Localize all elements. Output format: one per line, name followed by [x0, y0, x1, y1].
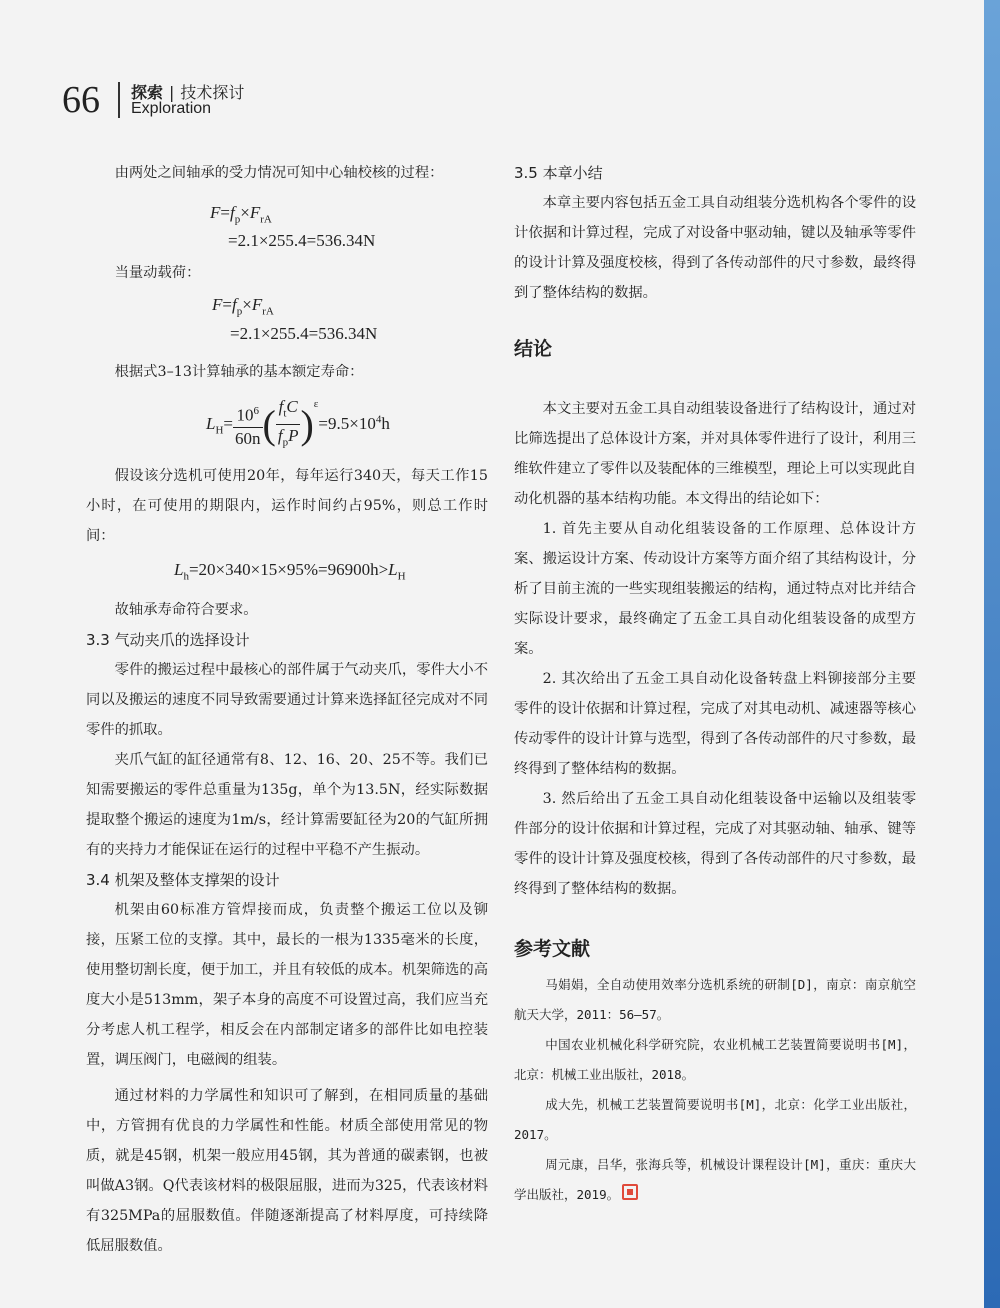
- paragraph: 机架由60标准方管焊接而成，负责整个搬运工位以及铆接，压紧工位的支撑。其中，最长的一根为1335毫米的长度，使用整切割长度，便于加工，并且有较低的成本。机架筛选的高度大小是513mm，架子本身的高度不可设置过高，我们应当充分考虑人机工程学，相反会在内部制定诸多的部件比如电控装置，调压阀门，电磁阀的组装。: [86, 902, 488, 1069]
- paragraph: 故轴承寿命符合要求。: [114, 602, 258, 619]
- formula-total-time: $L_h=20\times 340\times 15\times 95\%=96900h>L_H$: [174, 559, 406, 583]
- reference-item: 中国农业机械化科学研究院，农业机械工艺装置简要说明书[M]，北京：机械工业出版社，2018。: [514, 1037, 916, 1082]
- formula-body: =20×340×15×95%=96900h>: [188, 559, 389, 579]
- edge-color-bar: [984, 0, 1000, 1308]
- formula-line: =2.1×255.4=536.34N: [228, 231, 376, 251]
- paragraph: 由两处之间轴承的受力情况可知中心轴校核的过程：: [114, 165, 444, 181]
- paragraph: 假设该分选机可使用20年，每年运行340天，每天工作15小时，在可使用的期限内，运作时间约占95%，则总工作时间：: [86, 467, 488, 544]
- paragraph: 当量动载荷：: [114, 265, 201, 282]
- header-divider: [118, 82, 120, 118]
- paragraph: 本章主要内容包括五金工具自动组装分选机构各个零件的设计依据和计算过程，完成了对设备中驱动轴，键以及轴承等零件的设计计算及强度校核，得到了各传动部件的尺寸参数，最终得到了整体结构的数据。: [514, 195, 916, 301]
- paragraph: 本文主要对五金工具自动组装设备进行了结构设计，通过对比筛选提出了总体设计方案，并对具体零件进行了设计，利用三维软件建立了零件以及装配体的三维模型，理论上可以实现此自动化机器的基本结构功能。本文得出的结论如下：: [514, 401, 916, 507]
- formula-line: $F=f_p\times F_{rA}$: [212, 295, 274, 318]
- conclusion-heading: 结论: [514, 338, 553, 360]
- fraction: $\frac{f_tC}{f_pP}$: [277, 396, 299, 449]
- life-unit: h: [381, 413, 390, 433]
- reference-item: 成大先，机械工艺装置简要说明书[M]，北京：化学工业出版社，2017。: [514, 1097, 916, 1142]
- paragraph: 夹爪气缸的缸径通常有8、12、16、20、25不等。我们已知需要搬运的零件总重量为135g，单个为13.5N，经实际数据提取整个搬运的速度为1m/s，经计算需要缸径为20的气缸所拥有的夹持力才能保证在运行的过程中平稳不产生振动。: [86, 752, 488, 859]
- reference-item: 马娟娟，全自动使用效率分选机系统的研制[D]，南京：南京航空航天大学，2011：56–57。: [514, 977, 916, 1022]
- formula-line: $F=f_p\times F_{rA}$: [210, 203, 272, 226]
- paragraph: 通过材料的力学属性和知识可了解到，在相同质量的基础中，方管拥有优良的力学属性和性能。材质全部使用常见的物质，就是45钢，机架一般应用45钢，其为普通的碳素钢，也被叫做A3钢。Q代表该材料的极限屈服，进而为325，代表该材料有325MPa的屈服数值。伴随逐渐提高了材料厚度，可持续降低屈服数值。: [86, 1088, 488, 1255]
- formula-equivalent-load: [86, 294, 488, 344]
- header-english: Exploration: [131, 100, 212, 117]
- formula-line: =2.1×255.4=536.34N: [230, 323, 378, 343]
- paragraph: 3. 然后给出了五金工具自动化组装设备中运输以及组装零件部分的设计依据和计算过程，完成了对其驱动轴、轴承、键等零件的设计计算及强度校核，得到了各传动部件的尺寸参数，最终得到了整体结构的数据。: [514, 791, 916, 897]
- paragraph: 根据式3–13计算轴承的基本额定寿命：: [114, 363, 364, 380]
- paragraph: 1. 首先主要从自动化组装设备的工作原理、总体设计方案、搬运设计方案、传动设计方案等方面介绍了其结构设计，分析了目前主流的一些实现组装搬运的结构，通过特点对比并结合实际设计要求，最终确定了五金工具自动化组装设备的成型方案。: [514, 521, 916, 657]
- life-result: =9.5×10: [318, 413, 376, 433]
- paragraph: 2. 其次给出了五金工具自动化设备转盘上料铆接部分主要零件的设计依据和计算过程，完成了对其电动机、减速器等核心传动零件的设计计算与选型，得到了各传动部件的尺寸参数，最终得到了整体结构的数据。: [514, 671, 916, 777]
- reference-text: 周元康，吕华，张海兵等，机械设计课程设计[M]，重庆：重庆大学出版社，2019。: [514, 1157, 916, 1202]
- references-heading: 参考文献: [514, 938, 591, 960]
- section-heading: 3.4 机架及整体支撑架的设计: [86, 871, 280, 890]
- section-separator: |: [169, 83, 175, 102]
- reference-item: [514, 1150, 916, 1210]
- end-mark-icon: [622, 1184, 638, 1200]
- subsection-label: 技术探讨: [180, 83, 245, 102]
- page-number: 66: [62, 79, 100, 121]
- left-column: [86, 158, 488, 1261]
- section-heading: 3.3 气动夹爪的选择设计: [86, 631, 250, 650]
- fraction: $\frac{10^6}{60n}$: [233, 400, 263, 450]
- formula-load: [86, 202, 488, 252]
- life-exponent: 4: [375, 413, 382, 426]
- section-label: 探索: [131, 83, 164, 102]
- paragraph: 零件的搬运过程中最核心的部件属于气动夹爪，零件大小不同以及搬运的速度不同导致需要通过计算来选择缸径完成对不同零件的抓取。: [86, 662, 488, 739]
- formula-life: $L_H=$ $\frac{10^6}{60n}$ ( $\frac{f_tC}{f_pP}$ )$^\varepsilon=9.5\times 10^4h$: [86, 393, 488, 461]
- right-column: [514, 158, 916, 1210]
- section-heading: 3.5 本章小结: [514, 164, 603, 182]
